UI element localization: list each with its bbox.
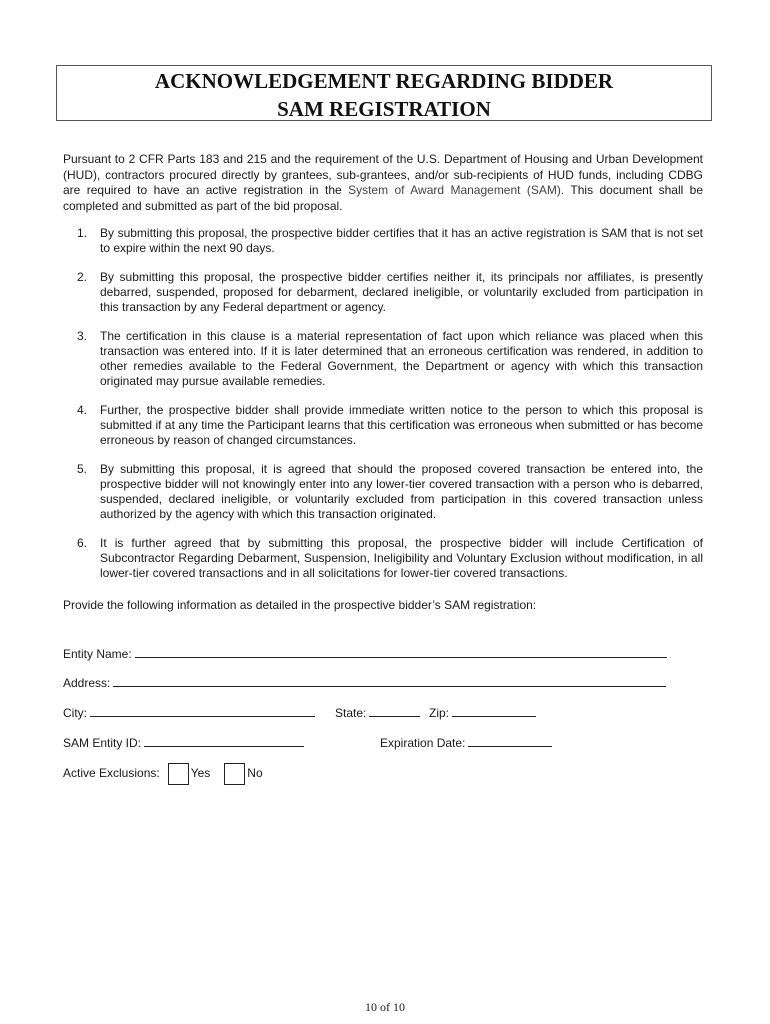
document-title [56, 65, 712, 121]
address-row [63, 674, 666, 691]
list-item [63, 329, 703, 389]
address-field[interactable] [113, 674, 666, 687]
state-field[interactable] [369, 704, 420, 717]
address-label: Address: [63, 676, 111, 690]
item-text: By submitting this proposal, the prospective bidder certifies that it has an active registration is SAM that is not set to expire within the next 90 days. [100, 226, 703, 255]
no-label: No [247, 766, 263, 780]
list-item [63, 270, 703, 315]
item-text: The certification in this clause is a material representation of fact upon which reliance was placed when this transaction was entered into. If it is later determined that an erroneous certification was rendered, in addition to other remedies available to the Federal Government, the Department or agency with which this transaction originated may pursue available remedies. [100, 329, 703, 388]
zip-field[interactable] [452, 704, 536, 717]
no-checkbox[interactable] [224, 763, 245, 785]
expiration-date-field[interactable] [468, 734, 552, 747]
page-number: 10 of 10 [365, 1000, 405, 1014]
item-number: 1. [77, 226, 88, 240]
zip-label: Zip: [429, 706, 450, 720]
item-text: By submitting this proposal, it is agreed that should the proposed covered transaction be entered into, the prospective bidder will not knowingly enter into any lower-tier covered transaction with a person who is debarred, suspended, declared ineligible, or voluntarily excluded from participation in this covered transaction unless authorized by the agency with which this transaction originated. [100, 462, 703, 521]
intro-text-after: This document shall be completed and submitted as part of the bid proposal. [63, 183, 704, 213]
state-row [335, 704, 420, 721]
item-number: 4. [77, 403, 88, 417]
item-number: 6. [77, 536, 88, 550]
city-field[interactable] [90, 704, 315, 717]
yes-checkbox[interactable] [168, 763, 189, 785]
list-item [63, 403, 703, 448]
sam-entity-id-label: SAM Entity ID: [63, 736, 142, 750]
sam-entity-id-row [63, 734, 304, 751]
expiration-date-row [380, 734, 552, 751]
title-line-1: ACKNOWLEDGEMENT REGARDING BIDDER [154, 69, 614, 93]
city-row [63, 704, 315, 721]
list-item [63, 462, 703, 522]
intro-text-before: Pursuant to 2 CFR Parts 183 and 215 and the requirement of the U.S. Department of Housing and Urban Development (HUD), contractors procured directly by grantees, sub-grantees, and/or sub-recipients of HUD funds, including CDBG are required to have an active registration in the [63, 152, 703, 197]
city-label: City: [63, 706, 87, 720]
intro-paragraph [63, 152, 703, 214]
zip-row [429, 704, 536, 721]
yes-label: Yes [190, 766, 211, 780]
item-text: Further, the prospective bidder shall provide immediate written notice to the person to which this proposal is submitted if at any time the Participant learns that this certification was erroneous when submitted or has become erroneous by reason of changed circumstances. [100, 403, 703, 447]
item-number: 3. [77, 329, 88, 343]
entity-name-field[interactable] [135, 645, 667, 658]
item-text: It is further agreed that by submitting this proposal, the prospective bidder will include Certification of Subcontractor Regarding Debarment, Suspension, Ineligibility and Voluntary Exclusion without modification, in all lower-tier covered transactions and in all solicitations for lower-tier covered transactions. [100, 536, 703, 580]
active-exclusions-row [63, 763, 263, 785]
list-item [63, 226, 703, 256]
expiration-date-label: Expiration Date: [380, 736, 466, 750]
item-number: 5. [77, 462, 88, 476]
list-item [63, 536, 703, 581]
state-label: State: [335, 706, 367, 720]
sam-entity-id-field[interactable] [144, 734, 304, 747]
entity-name-row [63, 645, 667, 662]
title-line-2: SAM REGISTRATION [277, 97, 491, 121]
entity-name-label: Entity Name: [63, 647, 132, 661]
sam-reference: System of Award Management (SAM). [348, 183, 565, 197]
active-exclusions-label: Active Exclusions: [63, 766, 160, 780]
provide-info-instruction: Provide the following information as detailed in the prospective bidder’s SAM registration: [63, 598, 537, 612]
item-number: 2. [77, 270, 88, 284]
certification-list [63, 226, 703, 595]
item-text: By submitting this proposal, the prospective bidder certifies neither it, its principals nor affiliates, is presently debarred, suspended, proposed for debarment, declared ineligible, or voluntarily excluded from participation in this transaction by any Federal department or agency. [100, 270, 703, 314]
